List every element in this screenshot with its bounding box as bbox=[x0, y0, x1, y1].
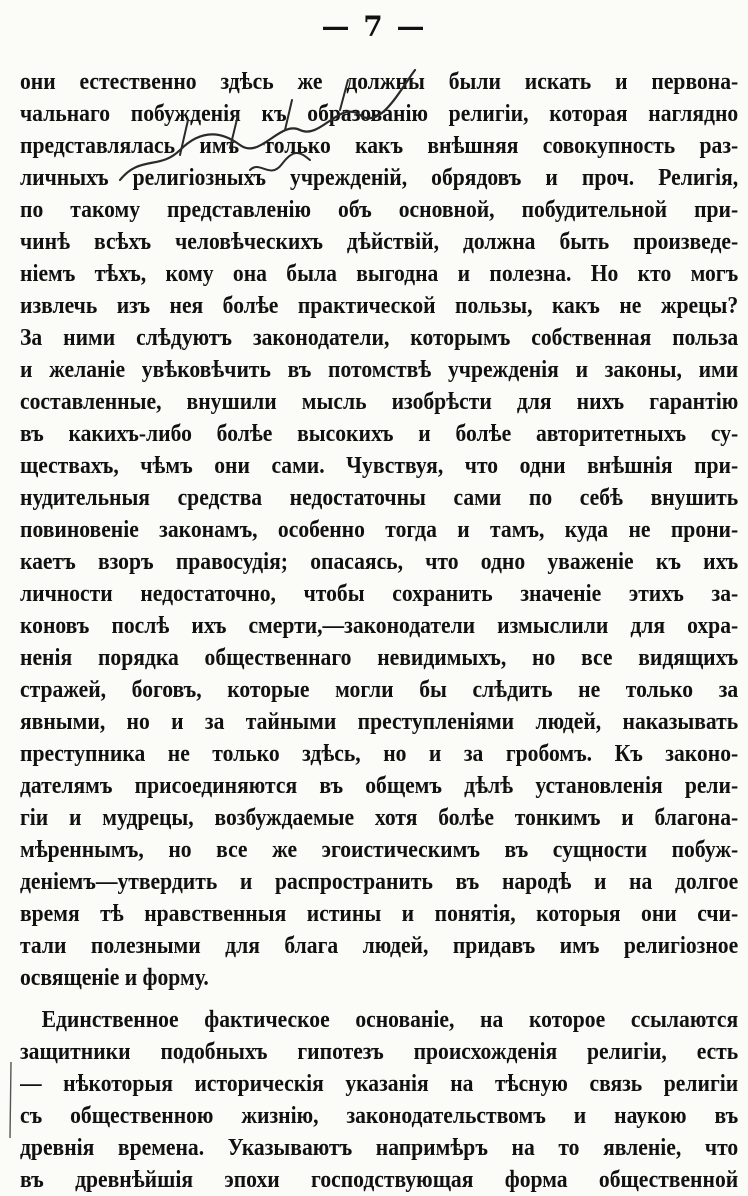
text-line: ніемъ тѣхъ, кому она была выгодна и полезна. Но кто могъ bbox=[20, 261, 739, 287]
text-line: извлечь изъ нея болѣе практической пользы, какъ не жрецы? bbox=[20, 293, 739, 319]
text-line: они естественно здѣсь же должны были искать и первона- bbox=[20, 69, 739, 95]
text-line: стражей, боговъ, которые могли бы слѣдить не только за bbox=[20, 677, 739, 703]
text-line: преступника не только здѣсь, но и за гробомъ. Къ законо- bbox=[20, 741, 739, 767]
text-line: древнія времена. Указываютъ напримѣръ на то явленіе, что bbox=[20, 1135, 739, 1161]
text-line: гіи и мудрецы, возбуждаемые хотя болѣе тонкимъ и благона- bbox=[20, 805, 739, 831]
text-line: явными, но и за тайными преступленіями людей, наказывать bbox=[20, 709, 739, 735]
text-line: по такому представленію объ основной, побудительной при- bbox=[20, 197, 739, 223]
text-line: ществахъ, чѣмъ они сами. Чувствуя, что одни внѣшнія при- bbox=[20, 453, 739, 479]
text-line: Единственное фактическое основаніе, на которое ссылаются bbox=[41, 1007, 739, 1033]
paragraph-2 bbox=[20, 1004, 738, 1196]
text-line: и желаніе увѣковѣчить въ потомствѣ учрежденія и законы, ими bbox=[20, 357, 739, 383]
text-line: повиновеніе законамъ, особенно тогда и тамъ, куда не прони- bbox=[20, 517, 739, 543]
text-line: коновъ послѣ ихъ смерти,—законодатели измыслили для охра- bbox=[20, 613, 739, 639]
text-line: защитники подобныхъ гипотезъ происхожденія религіи, есть bbox=[20, 1039, 739, 1065]
text-line: личныхъ религіозныхъ учрежденій, обрядовъ и проч. Религія, bbox=[20, 165, 739, 191]
text-line: въ древнѣйшія эпохи господствующая форма общественной bbox=[20, 1167, 739, 1193]
text-line: время тѣ нравственныя истины и понятія, которыя они счи- bbox=[20, 901, 739, 927]
margin-pencil-mark bbox=[4, 1060, 18, 1140]
page-number: — 7 — bbox=[321, 10, 427, 43]
text-line: деніемъ—утвердить и распространить въ народѣ и на долгое bbox=[20, 869, 739, 895]
text-line: мѣреннымъ, но все же эгоистическимъ въ сущности побуж- bbox=[20, 837, 739, 863]
paragraph-gap bbox=[20, 994, 738, 1004]
text-line: чинѣ всѣхъ человѣческихъ дѣйствій, должна быть произведе- bbox=[20, 229, 739, 255]
text-line: съ общественною жизнію, законодательствомъ и наукою въ bbox=[20, 1103, 739, 1129]
text-line: чальнаго побужденія къ образованію религіи, которая наглядно bbox=[20, 101, 739, 127]
text-line: дателямъ присоединяются въ общемъ дѣлѣ установленія рели- bbox=[20, 773, 739, 799]
body-text bbox=[20, 66, 738, 1196]
text-line: каетъ взоръ правосудія; опасаясь, что одно уваженіе къ ихъ bbox=[20, 549, 739, 575]
text-line: составленные, внушили мысль изобрѣсти для нихъ гарантію bbox=[20, 389, 739, 415]
text-line: освященіе и форму. bbox=[20, 965, 209, 991]
text-line: ненія порядка общественнаго невидимыхъ, но все видящихъ bbox=[20, 645, 739, 671]
text-line: За ними слѣдуютъ законодатели, которымъ собственная польза bbox=[20, 325, 739, 351]
text-line: въ какихъ-либо болѣе высокихъ и болѣе авторитетныхъ су- bbox=[20, 421, 739, 447]
text-line: нудительныя средства недостаточны сами по себѣ внушить bbox=[20, 485, 739, 511]
text-line: личности недостаточно, чтобы сохранить значеніе этихъ за- bbox=[20, 581, 739, 607]
paragraph-1 bbox=[20, 66, 738, 994]
text-line: — нѣкоторыя историческія указанія на тѣсную связь религіи bbox=[20, 1071, 739, 1097]
text-line: тали полезными для блага людей, придавъ имъ религіозное bbox=[20, 933, 739, 959]
text-line: представлялась имъ только какъ внѣшняя совокупность раз- bbox=[20, 133, 739, 159]
